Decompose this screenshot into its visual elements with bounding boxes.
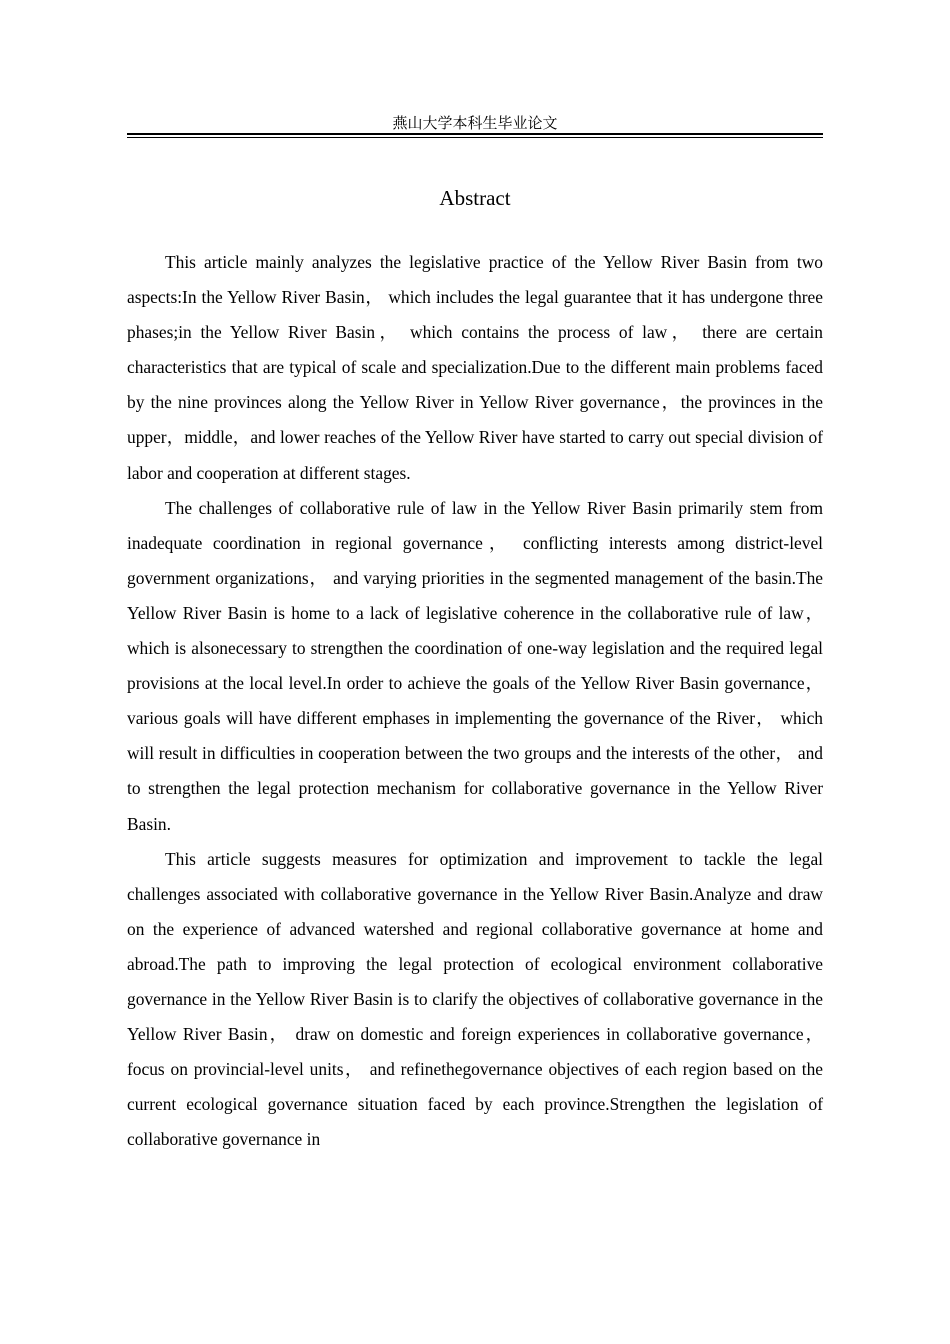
abstract-paragraph-1: This article mainly analyzes the legislative practice of the Yellow River Basin from two aspects:In the Yellow River Basin， which includes the legal guarantee that it has undergone three phases;in the Yellow River Basin， which contains the process of law， there are certain characteristics that are typical of scale and specialization.Due to the different main problems faced by the nine provinces along the Yellow River in Yellow River governance，the provinces in the upper，middle，and lower reaches of the Yellow River have started to carry out special division of labor and cooperation at different stages. [127,252,823,483]
abstract-body [127,245,823,1157]
running-header: 燕山大学本科生毕业论文 [392,116,558,132]
header-double-rule [127,133,823,138]
abstract-paragraph-3: This article suggests measures for optimization and improvement to tackle the legal challenges associated with collaborative governance in the Yellow River Basin.Analyze and draw on the experience of advanced watershed and regional collaborative governance at home and abroad.The path to improving the legal protection of ecological environment collaborative governance in the Yellow River Basin is to clarify the objectives of collaborative governance in the Yellow River Basin， draw on domestic and foreign experiences in collaborative governance， focus on provincial-level units， and refinethegovernance objectives of each region based on the current ecological governance situation faced by each province.Strengthen the legislation of collaborative governance in [127,848,823,1150]
abstract-title: Abstract [439,186,511,210]
abstract-paragraph-2: The challenges of collaborative rule of law in the Yellow River Basin primarily stem from inadequate coordination in regional governance， conflicting interests among district-level government organizations， and varying priorities in the segmented management of the basin.The Yellow River Basin is home to a lack of legislative coherence in the collaborative rule of law， which is alsonecessary to strengthen the coordination of one-way legislation and the required legal provisions at the local level.In order to achieve the goals of the Yellow River Basin governance，various goals will have different emphases in implementing the governance of the River， which will result in difficulties in cooperation between the two groups and the interests of the other， and to strengthen the legal protection mechanism for collaborative governance in the Yellow River Basin. [127,497,823,834]
